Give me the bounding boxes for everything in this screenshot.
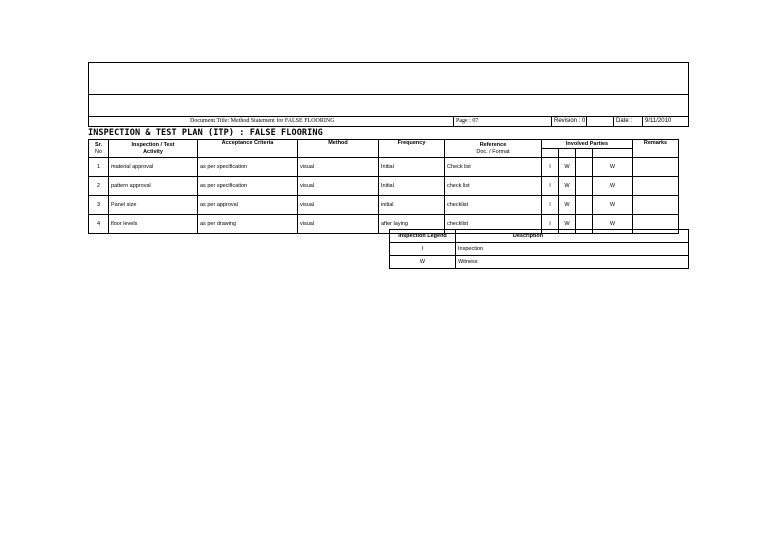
col-header-method: Method bbox=[298, 140, 379, 158]
col-header-remarks: Remarks bbox=[633, 140, 679, 158]
col-header-criteria: Acceptance Criteria bbox=[198, 140, 298, 158]
col-header-frequency: Frequency bbox=[379, 140, 445, 158]
cell-frequency: Initial bbox=[379, 158, 445, 177]
cell-reference: Check list bbox=[445, 158, 542, 177]
cell-remarks bbox=[633, 196, 679, 215]
cell-sr: 3 bbox=[89, 196, 109, 215]
section-title: INSPECTION & TEST PLAN (ITP) : FALSE FLOORING bbox=[88, 128, 323, 138]
cell-party-3 bbox=[576, 196, 593, 215]
revision: Revision : 0 bbox=[554, 118, 586, 124]
cell-party-4: W bbox=[593, 215, 633, 234]
cell-reference: checklist bbox=[445, 196, 542, 215]
cell-activity: material approval bbox=[109, 158, 198, 177]
header-divider bbox=[88, 94, 689, 95]
cell-party-1: I bbox=[542, 215, 559, 234]
date-value: 9/11/2010 bbox=[645, 118, 672, 124]
cell-frequency: Initial bbox=[379, 177, 445, 196]
table-row bbox=[89, 196, 679, 215]
cell-sr: 2 bbox=[89, 177, 109, 196]
cell-criteria: as per drawing bbox=[198, 215, 298, 234]
cell-reference: check list bbox=[445, 177, 542, 196]
cell-party-4: W bbox=[593, 158, 633, 177]
cell-party-1: I bbox=[542, 196, 559, 215]
legend-item bbox=[390, 256, 689, 269]
itp-table bbox=[88, 139, 679, 234]
cell-reference: checklist bbox=[445, 215, 542, 234]
cell-frequency: initial bbox=[379, 196, 445, 215]
legend-description-header: Description bbox=[456, 230, 689, 243]
cell-method: visual bbox=[298, 177, 379, 196]
header-sep-1 bbox=[453, 116, 454, 127]
table-row bbox=[89, 177, 679, 196]
header-sep-4 bbox=[613, 116, 614, 127]
cell-activity: Panel size bbox=[109, 196, 198, 215]
cell-party-1: I bbox=[542, 158, 559, 177]
legend-description: Witness bbox=[456, 256, 689, 269]
document-title: Document Title: Method Statement for FALSE FLOORING bbox=[190, 118, 335, 124]
cell-party-2: W bbox=[559, 177, 576, 196]
cell-method: visual bbox=[298, 158, 379, 177]
cell-party-1: I bbox=[542, 177, 559, 196]
cell-party-2: W bbox=[559, 215, 576, 234]
inspection-legend bbox=[389, 229, 689, 269]
cell-party-4: W bbox=[593, 177, 633, 196]
legend-item bbox=[390, 243, 689, 256]
cell-sr: 1 bbox=[89, 158, 109, 177]
header-sep-2 bbox=[551, 116, 552, 127]
cell-criteria: as per specification bbox=[198, 177, 298, 196]
cell-party-3 bbox=[576, 158, 593, 177]
party-cell bbox=[559, 149, 576, 158]
col-header-activity: Inspection / Test Activity bbox=[109, 140, 198, 158]
header-sep-5 bbox=[642, 116, 643, 127]
col-header-reference: Reference Doc. / Format bbox=[445, 140, 542, 158]
table-row bbox=[89, 158, 679, 177]
cell-party-4: W bbox=[593, 196, 633, 215]
party-cell bbox=[593, 149, 633, 158]
cell-party-2: W bbox=[559, 196, 576, 215]
legend-description: Inspection bbox=[456, 243, 689, 256]
legend-header: Inspection Legend bbox=[390, 230, 456, 243]
col-header-parties: Involved Parties bbox=[542, 140, 633, 149]
date-label: Date : bbox=[616, 118, 633, 124]
col-header-sr: Sr. No bbox=[89, 140, 109, 158]
party-cell bbox=[542, 149, 559, 158]
cell-method: visual bbox=[298, 196, 379, 215]
page-number: Page : 07 bbox=[456, 118, 479, 124]
cell-frequency: after laying bbox=[379, 215, 445, 234]
legend-code: W bbox=[390, 256, 456, 269]
cell-criteria: as per approval bbox=[198, 196, 298, 215]
header-sep-3 bbox=[586, 116, 587, 127]
party-cell bbox=[576, 149, 593, 158]
cell-criteria: as per specification bbox=[198, 158, 298, 177]
legend-code: I bbox=[390, 243, 456, 256]
header-divider-bottom bbox=[88, 116, 689, 117]
cell-method: visual bbox=[298, 215, 379, 234]
cell-party-2: W bbox=[559, 158, 576, 177]
cell-remarks bbox=[633, 158, 679, 177]
cell-activity: floor levels bbox=[109, 215, 198, 234]
cell-party-3 bbox=[576, 177, 593, 196]
cell-sr: 4 bbox=[89, 215, 109, 234]
cell-remarks bbox=[633, 177, 679, 196]
cell-activity: pattern approval bbox=[109, 177, 198, 196]
